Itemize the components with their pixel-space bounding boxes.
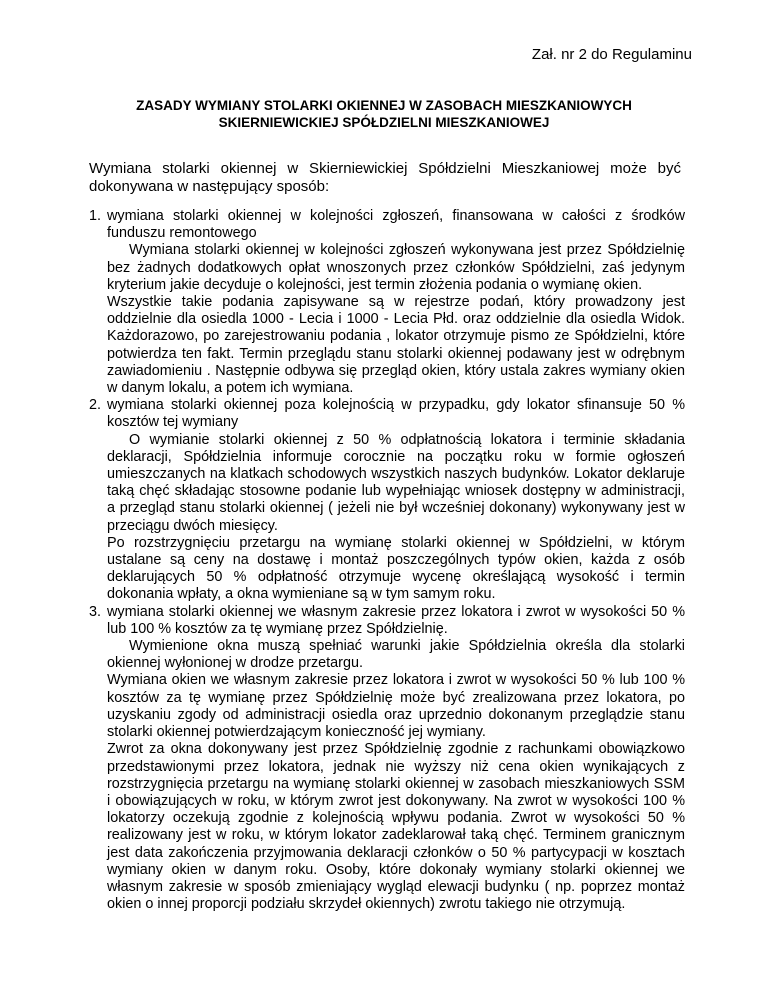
list-item	[89, 397, 685, 603]
item-paragraph: Zwrot za okna dokonywany jest przez Spółdzielnię zgodnie z rachunkami obowiązkowo przedstawionymi przez lokatora, jednak nie wyższy niż cena okien wynikających z rozstrzygnięcia przetargu na wymianę stolarki okiennej w zasobach mieszkaniowych SSM i obowiązujących w roku, w którym zwrot jest dokonywany. Na zwrot w wysokości 100 % lokatorzy oczekują zgodnie z kolejnością wpływu podania. Zwrot w wysokości 50 % realizowany jest w roku, w którym lokator zadeklarował taką chęć. Terminem granicznym jest data zakończenia przyjmowania deklaracji członków o 50 % partycypacji w kosztach wymiany okien w danym roku. Osoby, które dokonały wymiany stolarki okiennej we własnym zakresie w sposób zmieniający wygląd elewacji budynku ( np. poprzez montaż okien o innej proporcji podziału skrzydeł okiennych) zwrotu takiego nie otrzymują.	[107, 741, 685, 913]
heading-line-1: ZASADY WYMIANY STOLARKI OKIENNEJ W ZASOBACH MIESZKANIOWYCH	[136, 98, 632, 113]
list-item	[89, 604, 685, 914]
item-paragraph: Wymiana stolarki okiennej w kolejności zgłoszeń wykonywana jest przez Spółdzielnię bez żadnych dodatkowych opłat wnoszonych przez członków Spółdzielni, zaś jedynym kryterium jakie decyduje o kolejności, jest termin złożenia podania o wymianę okien.	[107, 242, 685, 293]
item-title: wymiana stolarki okiennej we własnym zakresie przez lokatora i zwrot w wysokości 50 % lub 100 % kosztów za tę wymianę przez Spółdzielnię.	[107, 603, 685, 637]
item-title: wymiana stolarki okiennej poza kolejnością w przypadku, gdy lokator sfinansuje 50 % kosztów tej wymiany	[107, 397, 685, 431]
document-heading	[0, 97, 768, 131]
list-item	[89, 208, 685, 397]
heading-line-2: SKIERNIEWICKIEJ SPÓŁDZIELNI MIESZKANIOWEJ	[218, 115, 550, 130]
item-paragraph: Wszystkie takie podania zapisywane są w rejestrze podań, który prowadzony jest oddzielnie dla osiedla 1000 - Lecia i 1000 - Lecia Płd. oraz oddzielnie dla osiedla Widok. Każdorazowo, po zarejestrowaniu podania , lokator otrzymuje pismo ze Spółdzielni, które potwierdza ten fakt. Termin przeglądu stanu stolarki okiennej podawany jest w odrębnym zawiadomieniu . Następnie odbywa się przegląd okien, który ustala zakres wymiany okien w danym lokalu, a potem ich wymiana.	[107, 294, 685, 397]
annex-label: Zał. nr 2 do Regulaminu	[531, 46, 692, 63]
item-title: wymiana stolarki okiennej w kolejności zgłoszeń, finansowana w całości z środków funduszu remontowego	[107, 208, 685, 242]
item-number: 1.	[89, 208, 102, 224]
item-paragraph: Po rozstrzygnięciu przetargu na wymianę stolarki okiennej w Spółdzielni, w którym ustalane są ceny na dostawę i montaż poszczególnych typów okien, każda z osób deklarujących 50 % odpłatność otrzymuje wycenę określającą wysokość i termin dokonania wpłaty, a okna wymieniane są w tym samym roku.	[107, 534, 685, 603]
item-paragraph: Wymiana okien we własnym zakresie przez lokatora i zwrot w wysokości 50 % lub 100 % kosztów za tę wymianę przez Spółdzielnię może być zrealizowana przez lokatora, po uzyskaniu zgody od administracji osiedla oraz uprzednio dokonanym przeglądzie stanu stolarki okiennej potwierdzającym konieczność jej wymiany.	[107, 672, 685, 741]
methods-list	[89, 208, 685, 913]
item-number: 3.	[89, 603, 102, 620]
item-paragraph: Wymienione okna muszą spełniać warunki jakie Spółdzielnia określa dla stolarki okiennej wyłonionej w drodze przetargu.	[107, 638, 685, 672]
item-paragraph: O wymianie stolarki okiennej z 50 % odpłatnością lokatora i terminie składania deklaracji, Spółdzielnia informuje corocznie na początku roku w formie ogłoszeń umieszczanych na klatkach schodowych wszystkich naszych budynków. Lokator deklaruje taką chęć składając stosowne podanie lub wypełniając wniosek dostępny w administracji, a przegląd stanu stolarki okiennej ( jeżeli nie był wcześniej dokonany) wykonywany jest w przeciągu dwóch miesięcy.	[107, 431, 685, 534]
item-number: 2.	[89, 397, 102, 414]
intro-paragraph: Wymiana stolarki okiennej w Skierniewickiej Spółdzielni Mieszkaniowej może być dokonywana w następujący sposób:	[89, 160, 681, 195]
